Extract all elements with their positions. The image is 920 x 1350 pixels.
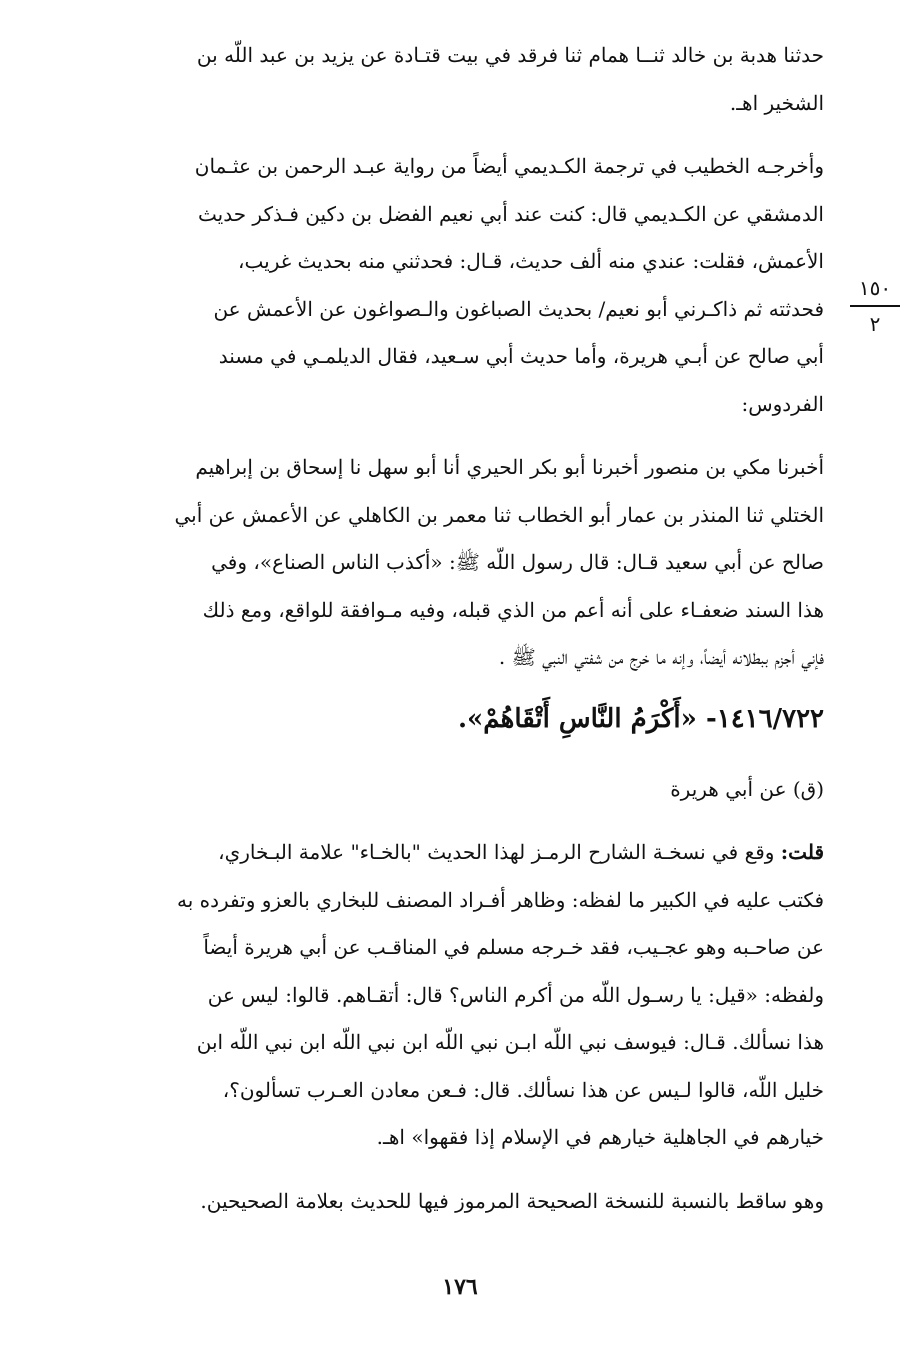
paragraph-daylami-isnad bbox=[100, 444, 824, 682]
hadith-source: (ق) عن أبي هريرة bbox=[670, 776, 824, 801]
commentary-first-line: وقع في نسخـة الشارح الرمـز لهذا الحديث "بالخـاء" علامة البـخاري، bbox=[218, 840, 781, 864]
hadith-heading: ١٤١٦/٧٢٢- «أَكْرَمُ النَّاسِ أَتْقَاهُمْ». bbox=[458, 703, 824, 734]
text-line: عن صاحـبه وهو عجـيب، فقد خـرجه مسلم في المناقـب عن أبي هريرة أيضاً bbox=[203, 935, 824, 959]
paragraph-khatib-narration bbox=[100, 143, 824, 428]
marginal-bottom-number: ٢ bbox=[869, 312, 881, 336]
text-line: أخبرنا مكي بن منصور أخبرنا أبو بكر الحيري أنا أبو سهل نا إسحاق بن إبراهيم bbox=[195, 455, 824, 479]
page-number: ١٧٦ bbox=[442, 1274, 478, 1300]
main-text-column bbox=[100, 32, 824, 1241]
text-line: الشخير اهـ. bbox=[729, 90, 824, 115]
text-line: الأعمش، فقلت: عندي منه ألف حديث، قـال: فحدثني منه بحديث غريب، bbox=[238, 249, 824, 273]
text-line: هذا السند ضعفـاء على أنه أعم من الذي قبله، وفيه مـوافقة للواقع، ومع ذلك bbox=[202, 597, 824, 622]
text-line: فحدثته ثم ذاكـرني أبو نعيم/ بحديث الصباغون والـصواغون عن الأعمش عن bbox=[213, 296, 824, 321]
text-line: خيارهم في الجاهلية خيارهم في الإسلام إذا فقهوا» اهـ. bbox=[376, 1125, 824, 1149]
text-line: حدثنا هدبة بن خالد ثنــا همام ثنا فرقد في بيت قتـادة عن يزيد بن عبد اللّه بن bbox=[196, 43, 824, 67]
commentary-lead: قلت: bbox=[780, 840, 824, 864]
text-line: خليل اللّه، قالوا لـيس عن هذا نسألك. قال: فـعن معادن العـرب تسألون؟، bbox=[222, 1077, 824, 1102]
paragraph-commentary bbox=[100, 829, 824, 1162]
text-line: فإني أجزم ببطلانه أيضاً، وإنه ما خرج من شفتي النبي ﷺ . bbox=[498, 645, 824, 669]
text-line: الختلي ثنا المنذر بن عمار أبو الخطاب ثنا معمر بن الكاهلي عن الأعمش عن أبي bbox=[174, 502, 824, 527]
closing-paragraph bbox=[100, 1178, 824, 1226]
text-line: صالح عن أبي سعيد قـال: قال رسول اللّه ﷺ: «أكذب الناس الصناع»، وفي bbox=[211, 550, 824, 574]
text-line: وأخرجـه الخطيب في ترجمة الكـديمي أيضاً من رواية عبـد الرحمن بن عثـمان bbox=[194, 154, 824, 178]
marginal-divider bbox=[850, 305, 900, 307]
text-line: الدمشقي عن الكـديمي قال: كنت عند أبي نعيم الفضل بن دكين فـذكر حديث bbox=[197, 201, 824, 226]
text-line: هذا نسألك. قـال: فيوسف نبي اللّه ابـن نبي اللّه ابن نبي اللّه ابن نبي اللّه ابن bbox=[196, 1030, 824, 1054]
paragraph-isnad-continuation bbox=[100, 32, 824, 127]
text-line: فكتب عليه في الكبير ما لفظه: وظاهر أفـراد المصنف للبخاري بالعزو وتفرده به bbox=[176, 887, 824, 912]
marginal-page-reference bbox=[850, 275, 900, 337]
text-line bbox=[100, 829, 824, 877]
text-line: أبي صالح عن أبـي هريرة، وأما حديث أبي سـعيد، فقال الديلمـي في مسند bbox=[218, 344, 824, 368]
text-line: ولفظه: «قيل: يا رسـول اللّه من أكرم الناس؟ قال: أتقـاهم. قالوا: ليس عن bbox=[207, 982, 824, 1007]
marginal-top-number: ١٥٠ bbox=[858, 276, 892, 300]
text-line: الفردوس: bbox=[741, 391, 824, 416]
text-line: وهو ساقط بالنسبة للنسخة الصحيحة المرموز فيها للحديث بعلامة الصحيحين. bbox=[200, 1188, 824, 1213]
